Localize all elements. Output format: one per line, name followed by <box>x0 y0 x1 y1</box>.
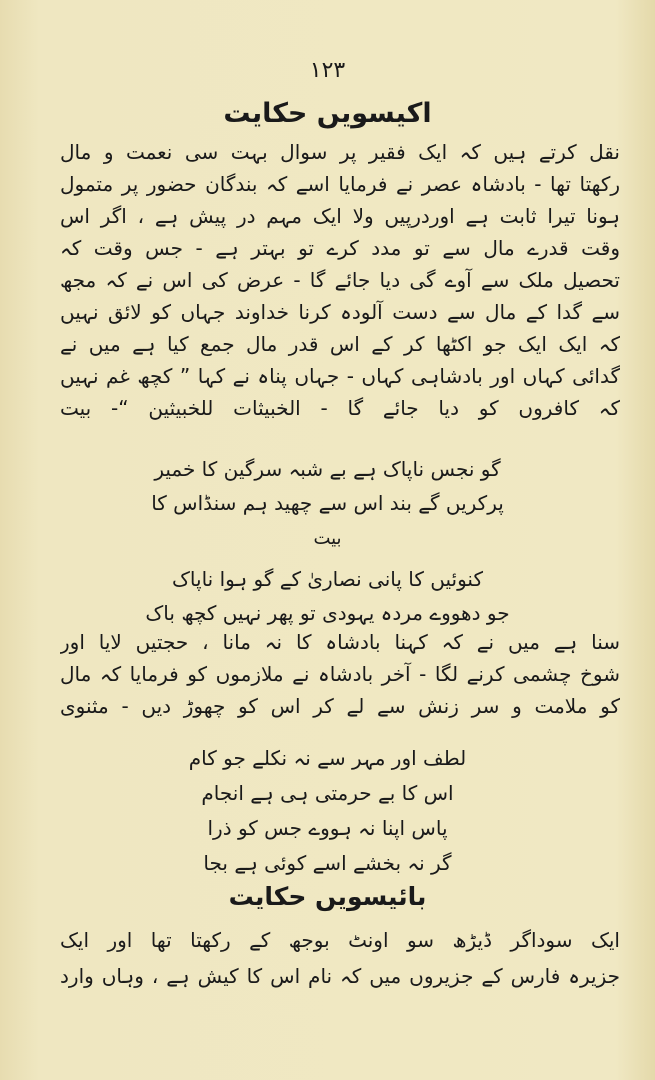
verse-couplet-2 <box>0 562 655 630</box>
verse-line: اس کا بے حرمتی ہی ہے انجام <box>201 781 454 805</box>
verse-line: گر نہ بخشے اسے کوئی ہے بجا <box>203 851 452 875</box>
story-21-paragraph-2 <box>60 626 620 722</box>
story-21-paragraph-1 <box>60 136 620 424</box>
text-line: وقت قدرے مال سے تو مدد کرے تو بہتر ہے - جس وقت کہ <box>60 236 620 260</box>
verse-line: پاس اپنا نہ ہووے جس کو ذرا <box>207 816 448 840</box>
text-line: تحصیل ملک سے آوے گی دیا جائے گا - عرض کی اس نے کہ مجھ <box>60 268 620 292</box>
verse-line: گو نجس ناپاک ہے بے شبہ سرگین کا خمیر <box>154 457 501 481</box>
story-title-22: بائیسویں حکایت <box>228 882 427 911</box>
story-title-21: اکیسویں حکایت <box>223 98 432 129</box>
text-line: گدائی کہاں اور بادشاہی کہاں - جہاں پناہ نے کہا ” کچھ غم نہیں <box>60 364 620 388</box>
text-line: رکھتا تھا - بادشاہ عصر نے فرمایا اسے کہ بندگان حضور پر متمول <box>60 172 620 196</box>
bait-label: بیت <box>313 528 342 549</box>
verse-line: کنوئیں کا پانی نصاریٰ کے گو ہوا ناپاک <box>172 567 483 591</box>
verse-line: پرکریں گے بند اس سے چھید ہم سنڈاس کا <box>151 491 504 515</box>
verse-line: جو دھووے مردہ یہودی تو پھر نہیں کچھ باک <box>145 601 510 625</box>
masnavi-verse <box>0 741 655 881</box>
text-line: کہ کافروں کو دیا جائے گا - الخبیثات للخبیثین “- بیت <box>60 396 620 420</box>
text-line: ایک سوداگر ڈیڑھ سو اونٹ بوجھ کے رکھتا تھا اور ایک <box>60 928 620 952</box>
text-line: سنا ہے میں نے کہ کہنا بادشاہ کا نہ مانا ، حجتیں لایا اور <box>60 630 620 654</box>
text-line: نقل کرتے ہیں کہ ایک فقیر پر سوال بہت سی نعمت و مال <box>60 140 620 164</box>
page-number: ۱۲۳ <box>309 58 346 83</box>
verse-line: لطف اور مہر سے نہ نکلے جو کام <box>188 746 467 770</box>
text-line: کہ ایک ایک جو اکٹھا کر کے اس قدر مال جمع کیا ہے میں نے <box>60 332 620 356</box>
text-line: شوخ چشمی کرنے لگا - آخر بادشاہ نے ملازموں کو فرمایا کہ مال <box>60 662 620 686</box>
text-line: سے گدا کے مال سے دست آلودہ کرنا خداوند جہاں کو لائق نہیں <box>60 300 620 324</box>
verse-couplet-1 <box>0 452 655 520</box>
text-line: کو ملامت و سر زنش سے لے کر اس کو چھوڑ دیں - مثنوی <box>60 694 620 718</box>
text-line: ہونا تیرا ثابت ہے اوردرپیں ولا ایک مہم در پیش ہے ، اگر اس <box>60 204 620 228</box>
text-line: جزیرہ فارس کے جزیروں میں کہ نام اس کا کیش ہے ، وہاں وارد <box>60 964 620 988</box>
story-22-paragraph-1 <box>60 922 620 994</box>
